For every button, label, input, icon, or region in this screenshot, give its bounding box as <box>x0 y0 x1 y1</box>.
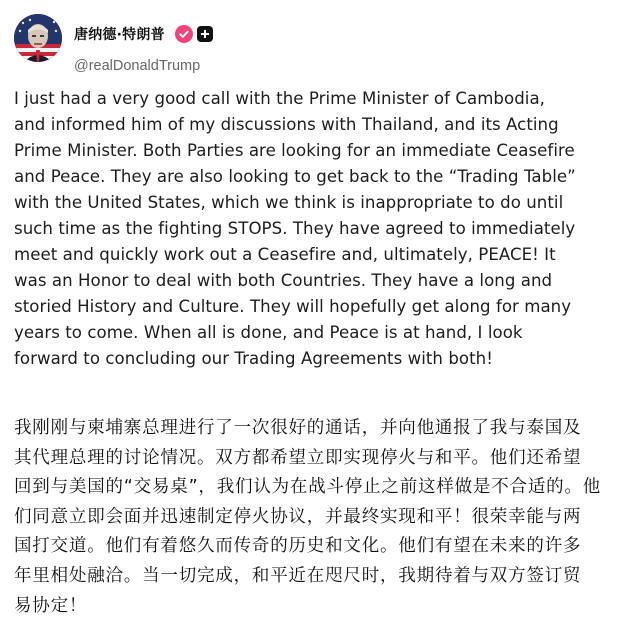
post-text-line: storied History and Culture. They will hopefully get along for many <box>14 297 572 316</box>
post-text-line: with the United States, which we think is inappropriate to do until <box>14 193 564 212</box>
post-translation-line: 们同意立即会面并迅速制定停火协议，并最终实现和平！很荣幸能与两 <box>14 506 582 527</box>
flag-portrait-icon <box>14 14 62 62</box>
post-text-line: years to come. When all is done, and Peace is at hand, I look <box>14 323 523 342</box>
post-translation-line: 国打交道。他们有着悠久而传奇的历史和文化。他们有望在未来的许多 <box>14 536 582 557</box>
post-translation-line: 我刚刚与柬埔寨总理进行了一次很好的通话，并向他通报了我与泰国及 <box>14 418 582 438</box>
post-text-line: and Peace. They are also looking to get back to the “Trading Table” <box>14 167 576 186</box>
display-name[interactable]: 唐纳德·特朗普 <box>74 27 165 43</box>
post-body-english <box>14 86 638 372</box>
post-body-chinese <box>14 414 634 621</box>
post-translation-line: 年里相处融洽。当一切完成，和平近在咫尺时，我期待着与双方签订贸 <box>14 565 582 586</box>
post-text-line: Prime Minister. Both Parties are looking for an immediate Ceasefire <box>14 141 575 160</box>
user-handle[interactable]: @realDonaldTrump <box>74 58 201 74</box>
post-text-line: meet and quickly work out a Ceasefire and, ultimately, PEACE! It <box>14 245 556 264</box>
plus-badge-icon[interactable] <box>197 26 213 42</box>
post-text-line: forward to concluding our Trading Agreements with both! <box>14 349 493 368</box>
verified-badge-icon <box>175 25 193 43</box>
post-text-line: and informed him of my discussions with Thailand, and its Acting <box>14 115 559 134</box>
post-translation-line: 其代理总理的讨论情况。双方都希望立即实现停火与和平。他们还希望 <box>14 447 582 468</box>
post-translation-line: 回到与美国的“交易桌”，我们认为在战斗停止之前这样做是不合适的。他 <box>14 477 602 498</box>
post-text-line: such time as the fighting STOPS. They have agreed to immediately <box>14 219 576 238</box>
name-row <box>74 22 213 46</box>
post-header <box>14 12 614 74</box>
post-text-line: was an Honor to deal with both Countries. They have a long and <box>14 271 553 290</box>
post-translation-line: 易协定！ <box>14 595 88 616</box>
post-text-line: I just had a very good call with the Prime Minister of Cambodia, <box>14 89 545 108</box>
avatar[interactable] <box>14 14 62 62</box>
